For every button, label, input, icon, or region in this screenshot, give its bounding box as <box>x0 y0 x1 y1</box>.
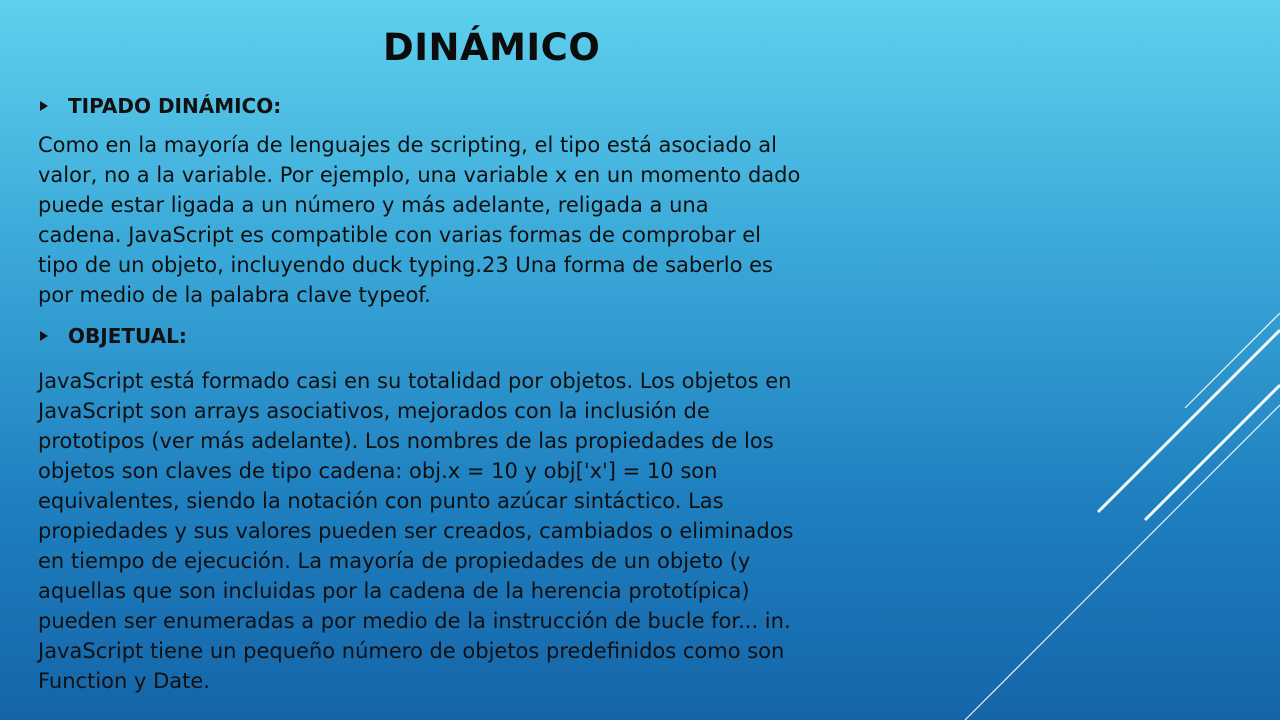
decorative-line <box>965 405 1280 720</box>
paragraph-line: valor, no a la variable. Por ejemplo, una variable x en un momento dado <box>38 163 801 187</box>
paragraph-line: aquellas que son incluidas por la cadena de la herencia prototípica) <box>38 579 750 603</box>
decorative-line <box>1145 385 1280 520</box>
paragraph-line: equivalentes, siendo la notación con punto azúcar sintáctico. Las <box>38 489 724 513</box>
paragraph-line: tipo de un objeto, incluyendo duck typing.23 Una forma de saberlo es <box>38 253 773 277</box>
decorative-line <box>1185 313 1280 408</box>
triangle-right-icon <box>40 331 48 341</box>
section-heading-label: TIPADO DINÁMICO: <box>68 94 282 118</box>
paragraph-objetual <box>38 366 998 696</box>
triangle-right-icon <box>40 101 48 111</box>
section-heading-tipado <box>40 94 281 118</box>
decorative-line <box>1098 330 1280 512</box>
paragraph-line: objetos son claves de tipo cadena: obj.x = 10 y obj['x'] = 10 son <box>38 459 718 483</box>
paragraph-tipado <box>38 130 998 310</box>
paragraph-line: en tiempo de ejecución. La mayoría de propiedades de un objeto (y <box>38 549 751 573</box>
paragraph-line: propiedades y sus valores pueden ser creados, cambiados o eliminados <box>38 519 794 543</box>
paragraph-line: JavaScript son arrays asociativos, mejorados con la inclusión de <box>38 399 710 423</box>
slide-title: DINÁMICO <box>383 26 601 69</box>
paragraph-line: puede estar ligada a un número y más adelante, religada a una <box>38 193 709 217</box>
paragraph-line: Function y Date. <box>38 669 210 693</box>
paragraph-line: por medio de la palabra clave typeof. <box>38 283 431 307</box>
section-heading-label: OBJETUAL: <box>68 324 187 348</box>
paragraph-line: prototipos (ver más adelante). Los nombres de las propiedades de los <box>38 429 774 453</box>
paragraph-line: pueden ser enumeradas a por medio de la instrucción de bucle for... in. <box>38 609 791 633</box>
paragraph-line: JavaScript está formado casi en su totalidad por objetos. Los objetos en <box>38 369 792 393</box>
paragraph-line: Como en la mayoría de lenguajes de scripting, el tipo está asociado al <box>38 133 777 157</box>
paragraph-line: cadena. JavaScript es compatible con varias formas de comprobar el <box>38 223 762 247</box>
paragraph-line: JavaScript tiene un pequeño número de objetos predefinidos como son <box>38 639 785 663</box>
section-heading-objetual <box>40 324 187 348</box>
